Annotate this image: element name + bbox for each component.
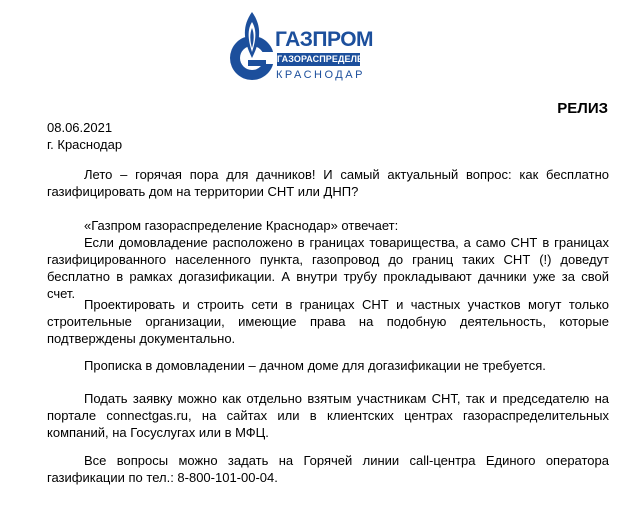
document-meta [47,119,122,153]
logo-brand-text: ГАЗПРОМ [275,28,374,51]
document-city: г. Краснодар [47,137,123,152]
paragraph-application: Подать заявку можно как отдельно взятым участникам СНТ, так и председателю на портале connectgas.ru, на сайтах или в клиентских центрах газораспределительных компаний, на Госуслугах или в МФЦ. [47,391,609,440]
paragraph-hotline: Все вопросы можно задать на Горячей линии call-центра Единого оператора газификации по тел.: 8-800-101-00-04. [47,453,609,485]
paragraph-answer-lead: «Газпром газораспределение Краснодар» отвечает: [84,218,399,233]
gazprom-emblem-icon [228,8,278,86]
gazprom-logo [228,8,383,86]
document-title: РЕЛИЗ [557,100,608,117]
document-date: 08.06.2021 [47,120,113,135]
logo-city: КРАСНОДАР [276,69,365,81]
paragraph-snt-borders: Если домовладение расположено в границах товарищества, а само СНТ в границах газифицированного населенного пункта, газопровод до границ таких СНТ (!) доведут бесплатно в рамках догазификации. А внутри трубу прокладывают дачники уже за свой счет. [47,235,609,301]
paragraph-registration: Прописка в домовладении – дачном доме для догазификации не требуется. [84,358,546,373]
paragraph-intro: Лето – горячая пора для дачников! И самый актуальный вопрос: как бесплатно газифицировать дом на территории СНТ или ДНП? [47,167,609,199]
paragraph-design: Проектировать и строить сети в границах СНТ и частных участков могут только строительные организации, имеющие права на подобную деятельность, которые подтверждены документально. [47,297,609,346]
logo-subtitle: ГАЗОРАСПРЕДЕЛЕНИЕ [277,54,383,64]
